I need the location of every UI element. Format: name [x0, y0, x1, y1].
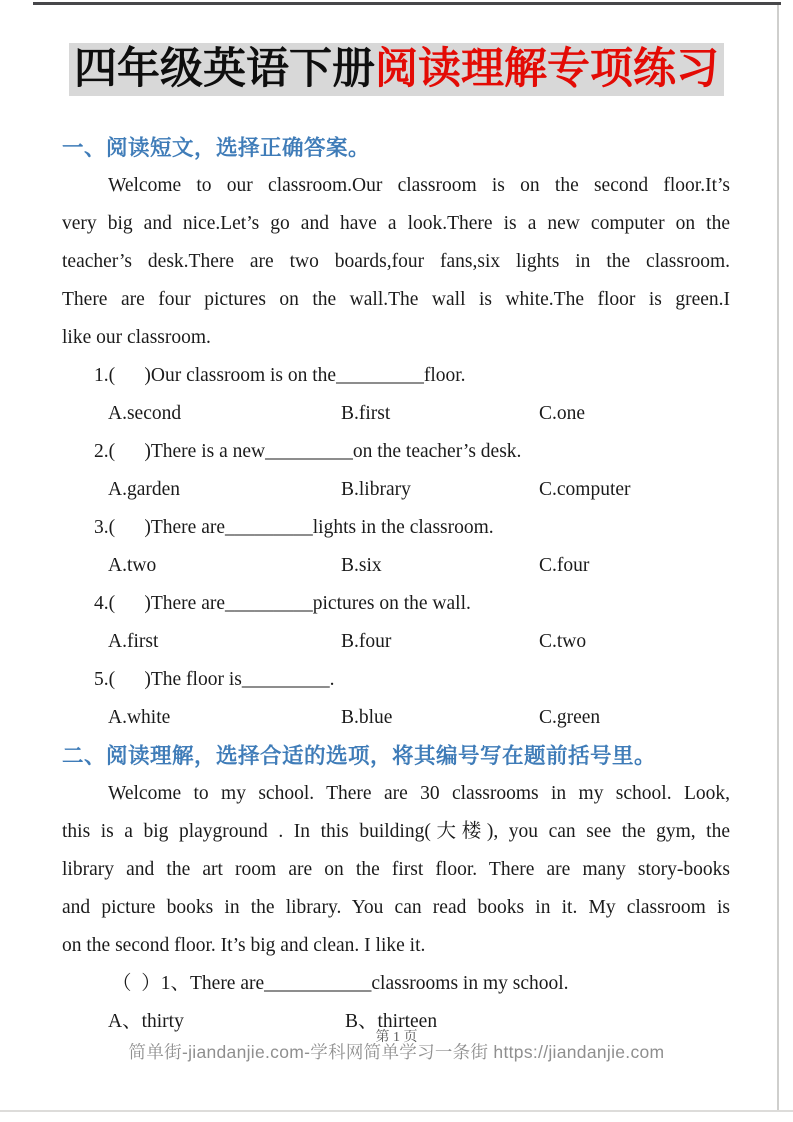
passage1-line: There are four pictures on the wall.The wall is white.The floor is green.I [62, 289, 730, 310]
option-a: A.two [108, 555, 157, 576]
page-number: 第 1 页 [375, 1030, 418, 1045]
question3-stem: 3.( )There are_________lights in the classroom. [94, 517, 494, 538]
worksheet-title [69, 43, 724, 96]
option-b: B.four [341, 631, 392, 652]
option-a: A.garden [108, 479, 181, 500]
passage2-line: this is a big playground . In this building(大楼), you can see the gym, the [62, 821, 730, 842]
question2-stem: 2.( )There is a new_________on the teacher’s desk. [94, 441, 522, 462]
option-c: C.one [539, 403, 586, 424]
section2-question1-stem: （ ）1、There are___________classrooms in my school. [112, 973, 569, 994]
question4-stem: 4.( )There are_________pictures on the wall. [94, 593, 471, 614]
option-a: A.second [108, 403, 182, 424]
passage2-line: on the second floor. It’s big and clean. I like it. [62, 935, 426, 956]
page-right-border [777, 5, 779, 1110]
worksheet-content [62, 129, 730, 1041]
option-b: B.library [341, 479, 411, 500]
option-a: A、thirty [108, 1011, 184, 1032]
option-b: B.blue [341, 707, 393, 728]
passage1-line: very big and nice.Let’s go and have a look.There is a new computer on the [62, 213, 730, 234]
passage2-line: and picture books in the library. You can read books in it. My classroom is [62, 897, 730, 918]
title-topic-part: 阅读理解专项练习 [375, 45, 719, 93]
page-top-border [33, 2, 781, 5]
question4-options [62, 623, 730, 661]
title-grade-part: 四年级英语下册 [74, 45, 375, 93]
option-a: A.first [108, 631, 159, 652]
option-a: A.white [108, 707, 171, 728]
option-b: B、thirteen [345, 1011, 438, 1032]
option-c: C.four [539, 555, 590, 576]
passage1-line: like our classroom. [62, 327, 211, 348]
question5-options [62, 699, 730, 737]
question1-options [62, 395, 730, 433]
section2-heading: 二、阅读理解，选择合适的选项，将其编号写在题前括号里。 [62, 744, 657, 768]
question1-stem: 1.( )Our classroom is on the_________floor. [94, 365, 466, 386]
section1-heading: 一、阅读短文，选择正确答案。 [62, 136, 371, 160]
option-b: B.six [341, 555, 382, 576]
page-bottom-border [0, 1110, 793, 1112]
question2-options [62, 471, 730, 509]
passage2-line: library and the art room are on the first floor. There are many story-books [62, 859, 730, 880]
option-c: C.green [539, 707, 601, 728]
watermark-text: 简单街-jiandanjie.com-学科网简单学习一条街 https://jiandanjie.com [128, 1042, 665, 1062]
passage2-line: Welcome to my school. There are 30 classrooms in my school. Look, [108, 783, 730, 804]
option-c: C.computer [539, 479, 631, 500]
passage1-line: Welcome to our classroom.Our classroom is on the second floor.It’s [108, 175, 730, 196]
passage1-line: teacher’s desk.There are two boards,four fans,six lights in the classroom. [62, 251, 730, 272]
option-b: B.first [341, 403, 391, 424]
option-c: C.two [539, 631, 587, 652]
question3-options [62, 547, 730, 585]
title-row [0, 43, 793, 96]
question5-stem: 5.( )The floor is_________. [94, 669, 335, 690]
